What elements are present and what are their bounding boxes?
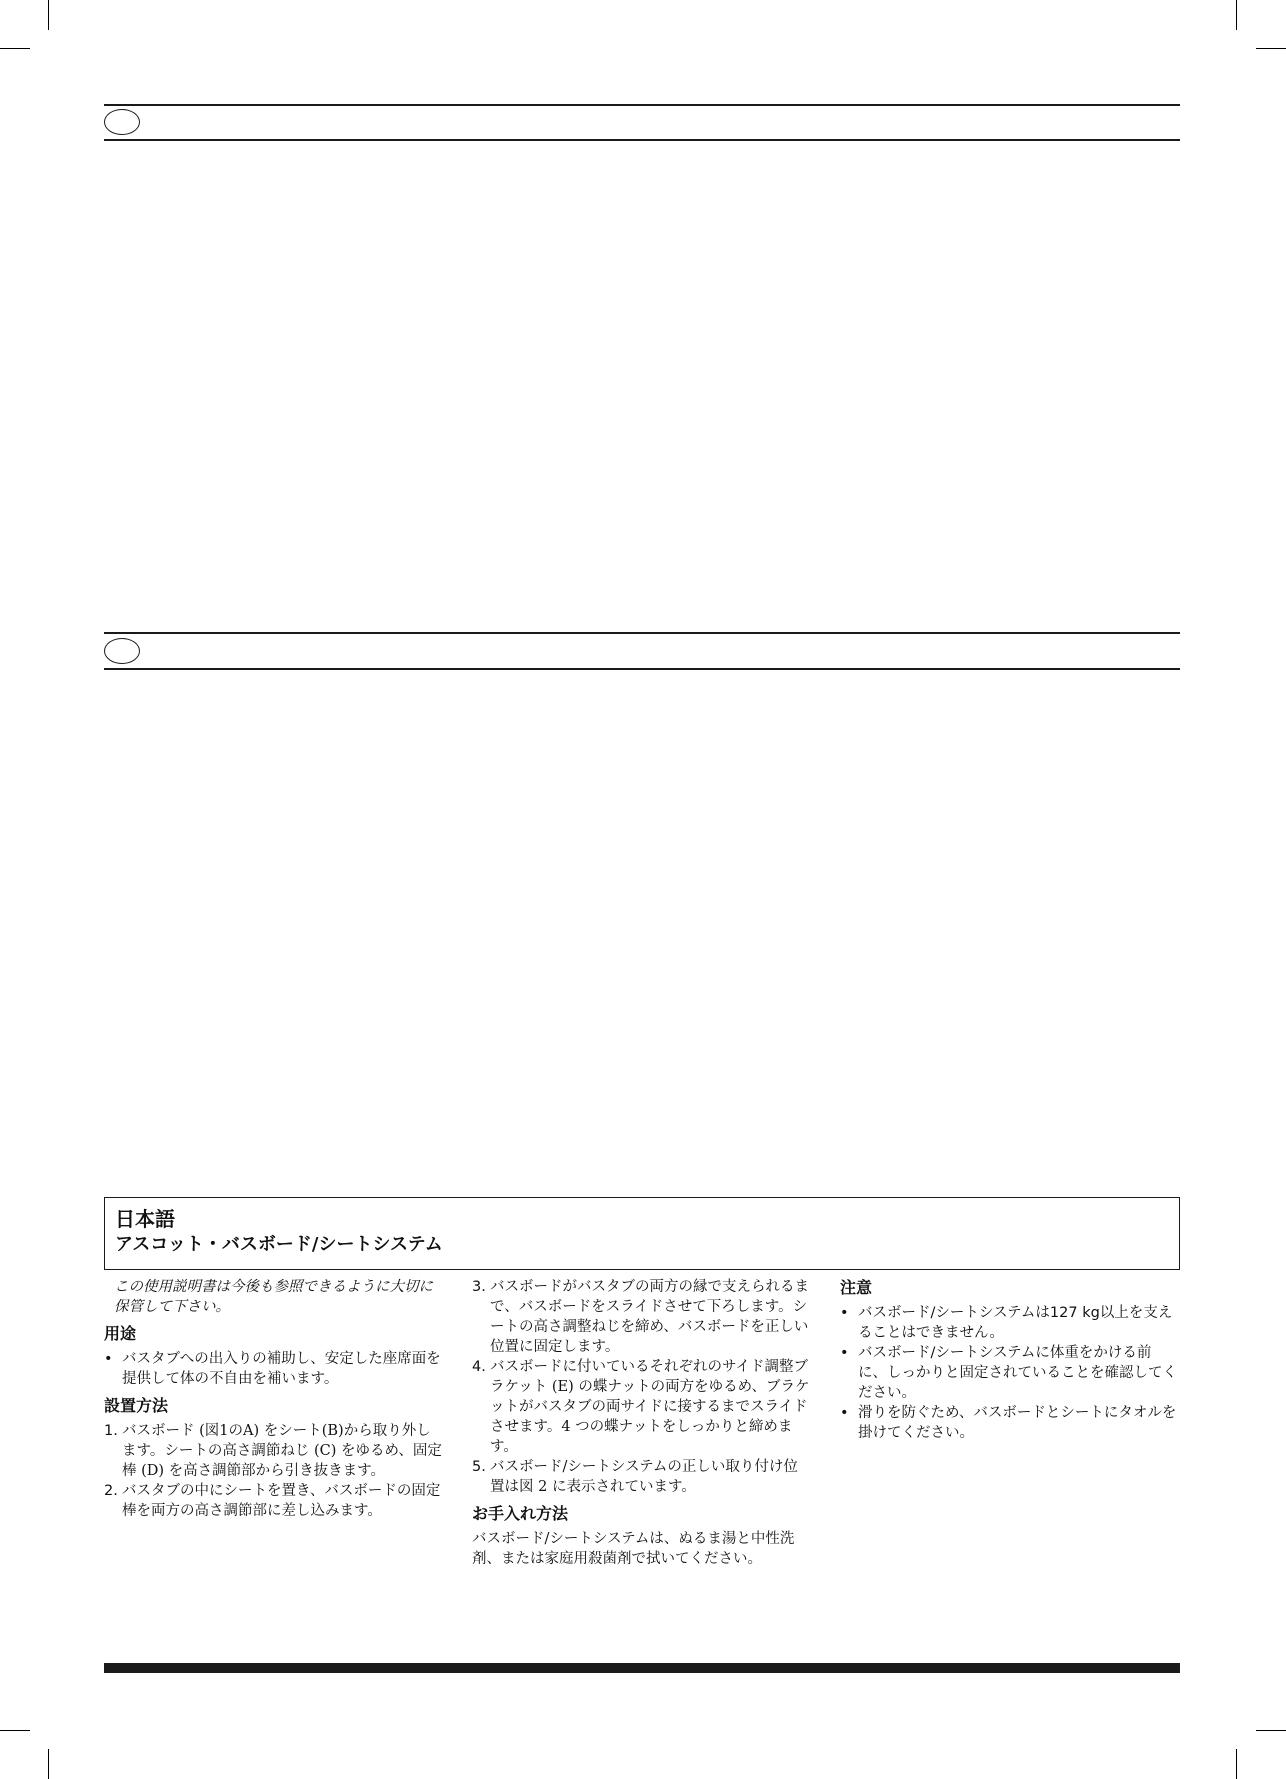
list-item: • 滑りを防ぐため、バスボードとシートにタオルを掛けてください。 [840, 1405, 1177, 1441]
crop-mark [48, 1749, 49, 1779]
crop-mark [1256, 1730, 1286, 1731]
footer-bar [104, 1663, 1180, 1673]
list-item: 4. バスボードに付いているそれぞれのサイド調整ブラケット (E) の蝶ナットの両方をゆるめ、ブラケットがバスタブの両サイドに接するまでスライドさせます。4 つの蝶ナットをしっかりと締めます。 [472, 1359, 810, 1455]
crop-mark [0, 48, 30, 49]
installation-steps-continued [472, 1277, 812, 1497]
care-text: バスボード/シートシステムは、ぬるま湯と中性洗剤、または家庭用殺菌剤で拭いてください。 [472, 1531, 795, 1567]
crop-mark [0, 1730, 30, 1731]
caution-heading: 注意 [840, 1278, 873, 1297]
list-item: • バスボード/シートシステムに体重をかける前に、しっかりと固定されていることを確認してください。 [840, 1345, 1177, 1401]
crop-mark [1256, 48, 1286, 49]
crop-mark [1236, 0, 1237, 30]
list-item: • バスボード/シートシステムは127 kg以上を支えることはできません。 [840, 1305, 1173, 1341]
section-rule [104, 632, 1180, 634]
product-title: アスコット・バスボード/シートシステム [115, 1234, 443, 1255]
section-rule [104, 668, 1180, 670]
bullet: • [104, 1351, 113, 1367]
list-item: 1. バスボード (図1のA) をシート(B)から取り外します。シートの高さ調節ねじ (C) をゆるめ、固定棒 (D) を高さ調節部から引き抜きます。 [104, 1423, 442, 1479]
care-heading: お手入れ方法 [472, 1504, 569, 1523]
language-oval [104, 638, 140, 664]
section-rule [104, 139, 1180, 141]
crop-mark [1236, 1749, 1237, 1779]
column-3 [840, 1277, 1180, 1447]
language-oval [104, 109, 140, 135]
column-2 [472, 1277, 812, 1569]
language-title: 日本語 [115, 1207, 175, 1231]
intro-note: この使用説明書は今後も参照できるように大切に保管して下さい。 [114, 1279, 433, 1315]
installation-heading: 設置方法 [104, 1396, 169, 1415]
caution-list [840, 1303, 1180, 1443]
list-item: 3. バスボードがバスタブの両方の縁で支えられるまで、バスボードをスライドさせて下ろします。シートの高さ調整ねじを締め、バスボードを正しい位置に固定します。 [472, 1279, 809, 1355]
section-rule [104, 104, 1180, 106]
list-item: 2. バスタブの中にシートを置き、バスボードの固定棒を両方の高さ調節部に差し込みます。 [104, 1483, 441, 1519]
crop-mark [48, 0, 49, 30]
title-box [104, 1197, 1180, 1270]
list-item: • バスタブへの出入りの補助し、安定した座席面を提供して体の不自由を補います。 [104, 1351, 441, 1387]
list-item: 5. バスボード/シートシステムの正しい取り付け位置は図 2 に表示されています。 [472, 1459, 798, 1495]
purpose-heading: 用途 [104, 1324, 137, 1343]
column-1 [104, 1277, 444, 1525]
installation-steps [104, 1421, 444, 1521]
purpose-list [104, 1349, 444, 1389]
